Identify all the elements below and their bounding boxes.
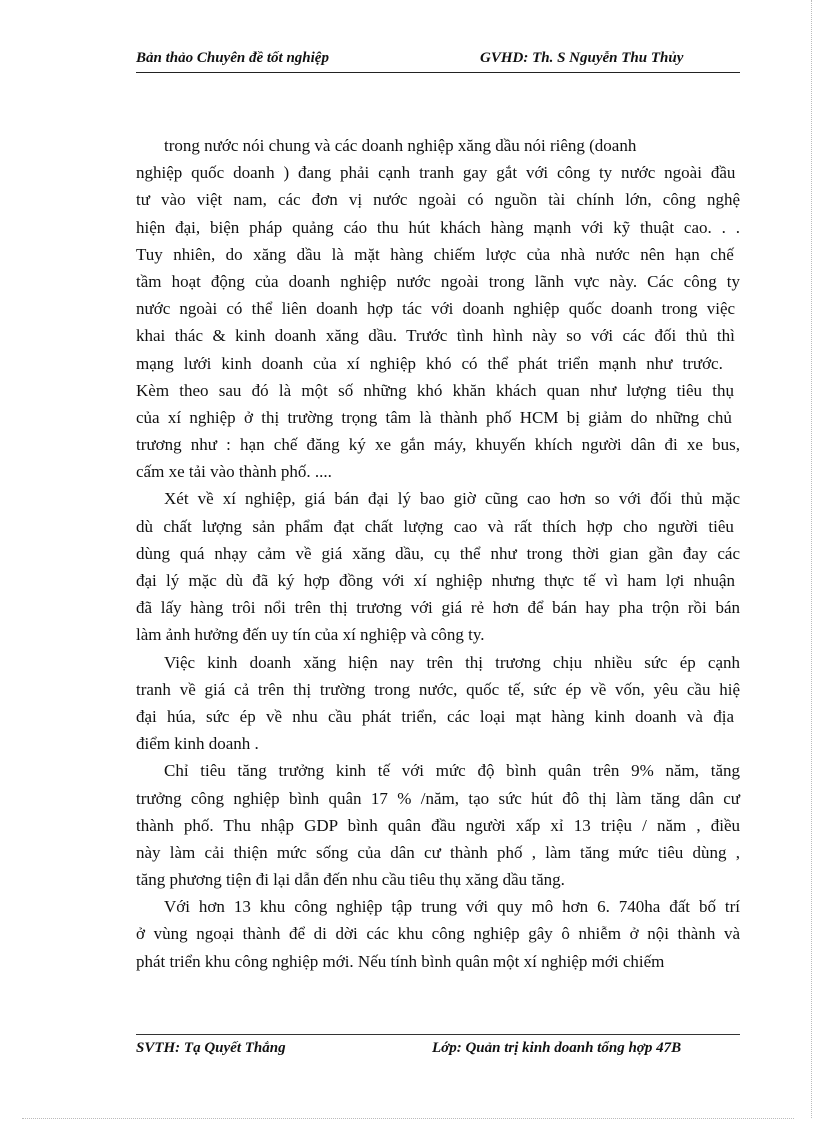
text-line: nước ngoài có thể liên doanh hợp tác với doanh nghiệp quốc doanh trong việc bbox=[136, 299, 736, 319]
text-line: Kèm theo sau đó là một số những khó khăn khách quan như lượng tiêu thụ bbox=[136, 380, 735, 400]
text-line: của xí nghiệp ở thị trường trọng tâm là thành phố HCM bị giảm do những chủ bbox=[136, 407, 732, 427]
student-name: SVTH: Tạ Quyết Thắng bbox=[136, 1040, 286, 1056]
text-line: tư vào việt nam, các đơn vị nước ngoài có nguồn tài chính lớn, công nghệ bbox=[136, 190, 740, 210]
text-line: cấm xe tải vào thành phố. .... bbox=[136, 462, 332, 482]
text-line: dù chất lượng sản phẩm đạt chất lượng cao và rất thích hợp cho người tiêu bbox=[136, 516, 734, 536]
paragraph bbox=[136, 485, 740, 648]
paragraph bbox=[136, 757, 740, 893]
paragraph bbox=[136, 132, 740, 485]
text-line: thành phố. Thu nhập GDP bình quân đầu người xấp xỉ 13 triệu / năm , điều bbox=[136, 815, 740, 835]
text-line: đại lý mặc dù đã ký hợp đồng với xí nghiệp nhưng thực tế vì ham lợi nhuận bbox=[136, 571, 736, 590]
text-line: trong nước nói chung và các doanh nghiệp xăng dầu nói riêng (doanh bbox=[164, 136, 637, 155]
paragraph bbox=[136, 893, 740, 975]
text-line: Chỉ tiêu tăng trưởng kinh tế với mức độ bình quân trên 9% năm, tăng bbox=[164, 761, 740, 781]
text-line: Việc kinh doanh xăng hiện nay trên thị trương chịu nhiều sức ép cạnh bbox=[164, 652, 740, 672]
text-line: tầm hoạt động của doanh nghiệp nước ngoài trong lãnh vực này. Các công ty bbox=[136, 271, 740, 291]
text-line: hiện đại, biện pháp quảng cáo thu hút khách hàng mạnh với kỹ thuật cao. . . bbox=[136, 217, 740, 237]
text-line: đại húa, sức ép về nhu cầu phát triển, các loại mạt hàng kinh doanh và địa bbox=[136, 706, 734, 726]
text-line: trưởng công nghiệp bình quân 17 % /năm, tạo sức hút đô thị làm tăng dân cư bbox=[136, 788, 740, 808]
text-line: trương như : hạn chế đăng ký xe gắn máy, khuyến khích người dân đi xe bus, bbox=[136, 435, 740, 455]
text-line: điểm kinh doanh . bbox=[136, 734, 259, 754]
text-line: phát triển khu công nghiệp mới. Nếu tính bình quân một xí nghiệp mới chiếm bbox=[136, 951, 665, 971]
class-name: Lớp: Quản trị kinh doanh tổng hợp 47B bbox=[432, 1040, 682, 1056]
text-line: Tuy nhiên, do xăng dầu là mặt hàng chiếm lược của nhà nước nên hạn chế bbox=[136, 244, 734, 264]
text-line: tăng phương tiện đi lại dẫn đến nhu cầu tiêu thụ xăng dầu tăng. bbox=[136, 870, 565, 890]
page-header bbox=[136, 46, 740, 73]
text-line: tranh về giá cả trên thị trường trong nước, quốc tế, sức ép về vốn, yêu cầu hiệ bbox=[136, 679, 740, 699]
text-line: Với hơn 13 khu công nghiệp tập trung với quy mô hơn 6. 740ha đất bố trí bbox=[164, 897, 740, 917]
document-body bbox=[136, 132, 740, 975]
paragraph bbox=[136, 649, 740, 758]
text-line: khai thác & kinh doanh xăng dầu. Trước tình hình này so với các đối thủ thì bbox=[136, 326, 735, 346]
text-line: làm ảnh hưởng đến uy tín của xí nghiệp và công ty. bbox=[136, 625, 485, 645]
page-edge-bottom bbox=[22, 1118, 794, 1119]
page-edge-right bbox=[811, 0, 812, 1118]
document-title: Bản thảo Chuyên đề tốt nghiệp bbox=[136, 50, 329, 66]
text-line: này làm cải thiện mức sống của dân cư thành phố , làm tăng mức tiêu dùng , bbox=[136, 842, 740, 862]
supervisor-name: GVHD: Th. S Nguyễn Thu Thủy bbox=[480, 50, 684, 66]
text-line: dùng quá nhạy cảm về giá xăng dầu, cụ thể như trong thời gian gần đay các bbox=[136, 543, 740, 563]
page-footer bbox=[136, 1034, 740, 1056]
text-line: Xét về xí nghiệp, giá bán đại lý bao giờ cũng cao hơn so với đối thủ mặc bbox=[164, 489, 740, 509]
text-line: mạng lưới kinh doanh của xí nghiệp khó có thể phát triển mạnh như trước. bbox=[136, 353, 723, 373]
text-line: đã lấy hàng trôi nổi trên thị trương với giá rẻ hơn để bán hay pha trộn rồi bán bbox=[136, 598, 740, 618]
text-line: nghiệp quốc doanh ) đang phải cạnh tranh gay gắt với công ty nước ngoài đầu bbox=[136, 163, 736, 183]
text-line: ở vùng ngoại thành để di dời các khu công nghiệp gây ô nhiễm ở nội thành và bbox=[136, 924, 740, 944]
